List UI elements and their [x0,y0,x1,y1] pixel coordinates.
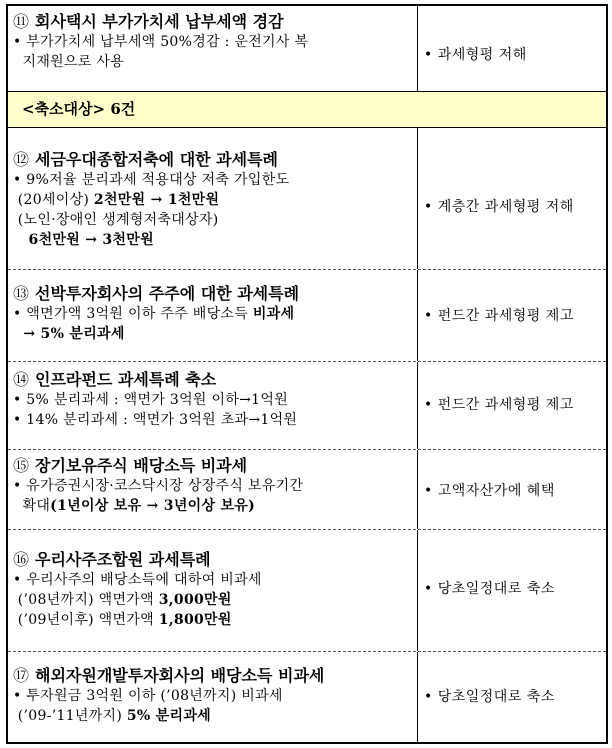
row-title: ⑭ 인프라펀드 과세특례 축소 [13,370,217,389]
detail-text: (20세이상) [13,192,94,208]
detail-text: (’09년이후) 액면가액 [13,612,159,628]
tax-table [6,4,608,744]
row-detail-line [13,170,413,190]
row-detail-line [13,32,413,52]
row-detail-line [13,590,413,610]
detail-text: (1년이상 보유 → 3년이상 보유) [50,498,256,514]
table-row-14 [8,362,606,450]
row-detail-line [13,324,413,344]
table-row-16 [8,530,606,652]
row-content [13,370,413,430]
detail-text: • 9%저율 분리과세 적용대상 저축 가입한도 [13,172,290,188]
row-detail-line [13,686,413,706]
detail-text: • 유가증권시장·코스닥시장 상장주식 보유기간 [13,478,304,494]
detail-text: 3,000만원 [158,592,232,608]
row-detail-line [13,706,413,726]
row-detail-line [13,476,413,496]
detail-text: • 부가가치세 납부세액 50%경감 : 운전기사 복 [13,34,309,50]
detail-text: 2천만원 → 1천만원 [93,192,220,208]
table-row-13 [8,270,606,362]
detail-text: 1,800만원 [158,612,232,628]
detail-text: • 5% 분리과세 : 액면가 3억원 이하→1억원 [13,392,289,408]
row-effect: • 과세형평 저해 [424,47,527,63]
detail-text: • 액면가액 3억원 이하 주주 배당소득 [13,306,253,322]
detail-text: 5% 분리과세 [126,708,211,724]
row-content [13,12,413,72]
row-title: ⑮ 장기보유주식 배당소득 비과세 [13,456,248,475]
detail-text: → 5% 분리과세 [13,326,125,342]
detail-text: (’08년까지) 액면가액 [13,592,159,608]
row-title: ⑯ 우리사주조합원 과세특례 [13,550,211,569]
detail-text: 6천만원 → 3천만원 [13,232,154,248]
row-detail-line [13,210,413,230]
detail-text: 확대 [13,498,51,514]
row-detail-line [13,230,413,250]
row-content [13,284,413,344]
detail-text: (노인·장애인 생계형저축대상자) [13,212,219,228]
row-detail-line [13,190,413,210]
section-header [8,92,606,128]
row-detail-line [13,390,413,410]
row-detail-line [13,52,413,72]
row-content [13,456,413,516]
row-content [13,666,413,726]
row-effect: • 펀드간 과세형평 제고 [424,308,574,324]
row-title: ⑪ 회사택시 부가가치세 납부세액 경감 [13,12,284,31]
detail-text: • 14% 분리과세 : 액면가 3억원 초과→1억원 [13,412,298,428]
detail-text: 비과세 [252,306,295,322]
table-row-11 [8,6,606,92]
table-row-17 [8,652,606,742]
row-detail-line [13,496,413,516]
row-detail-line [13,304,413,324]
row-content [13,550,413,630]
row-content [13,150,413,250]
row-detail-line [13,570,413,590]
row-effect: • 고액자산가에 혜택 [424,483,555,499]
row-title: ⑬ 선박투자회사의 주주에 대한 과세특례 [13,284,300,303]
detail-text: • 우리사주의 배당소득에 대하여 비과세 [13,572,262,588]
row-effect: • 계층간 과세형평 저해 [424,199,574,215]
detail-text: (’09-’11년까지) [13,708,127,724]
row-title: ⑰ 해외자원개발투자회사의 배당소득 비과세 [13,666,325,685]
table-row-12 [8,128,606,270]
row-title: ⑫ 세금우대종합저축에 대한 과세특례 [13,150,278,169]
row-detail-line [13,610,413,630]
detail-text: • 투자원금 3억원 이하 (’08년까지) 비과세 [13,688,283,704]
row-effect: • 당초일정대로 축소 [424,689,555,705]
section-label: <축소대상> 6건 [22,100,136,118]
row-detail-line [13,410,413,430]
table-row-15 [8,450,606,530]
row-effect: • 당초일정대로 축소 [424,581,555,597]
detail-text: 지재원으로 사용 [13,54,125,70]
row-effect: • 펀드간 과세형평 제고 [424,397,574,413]
